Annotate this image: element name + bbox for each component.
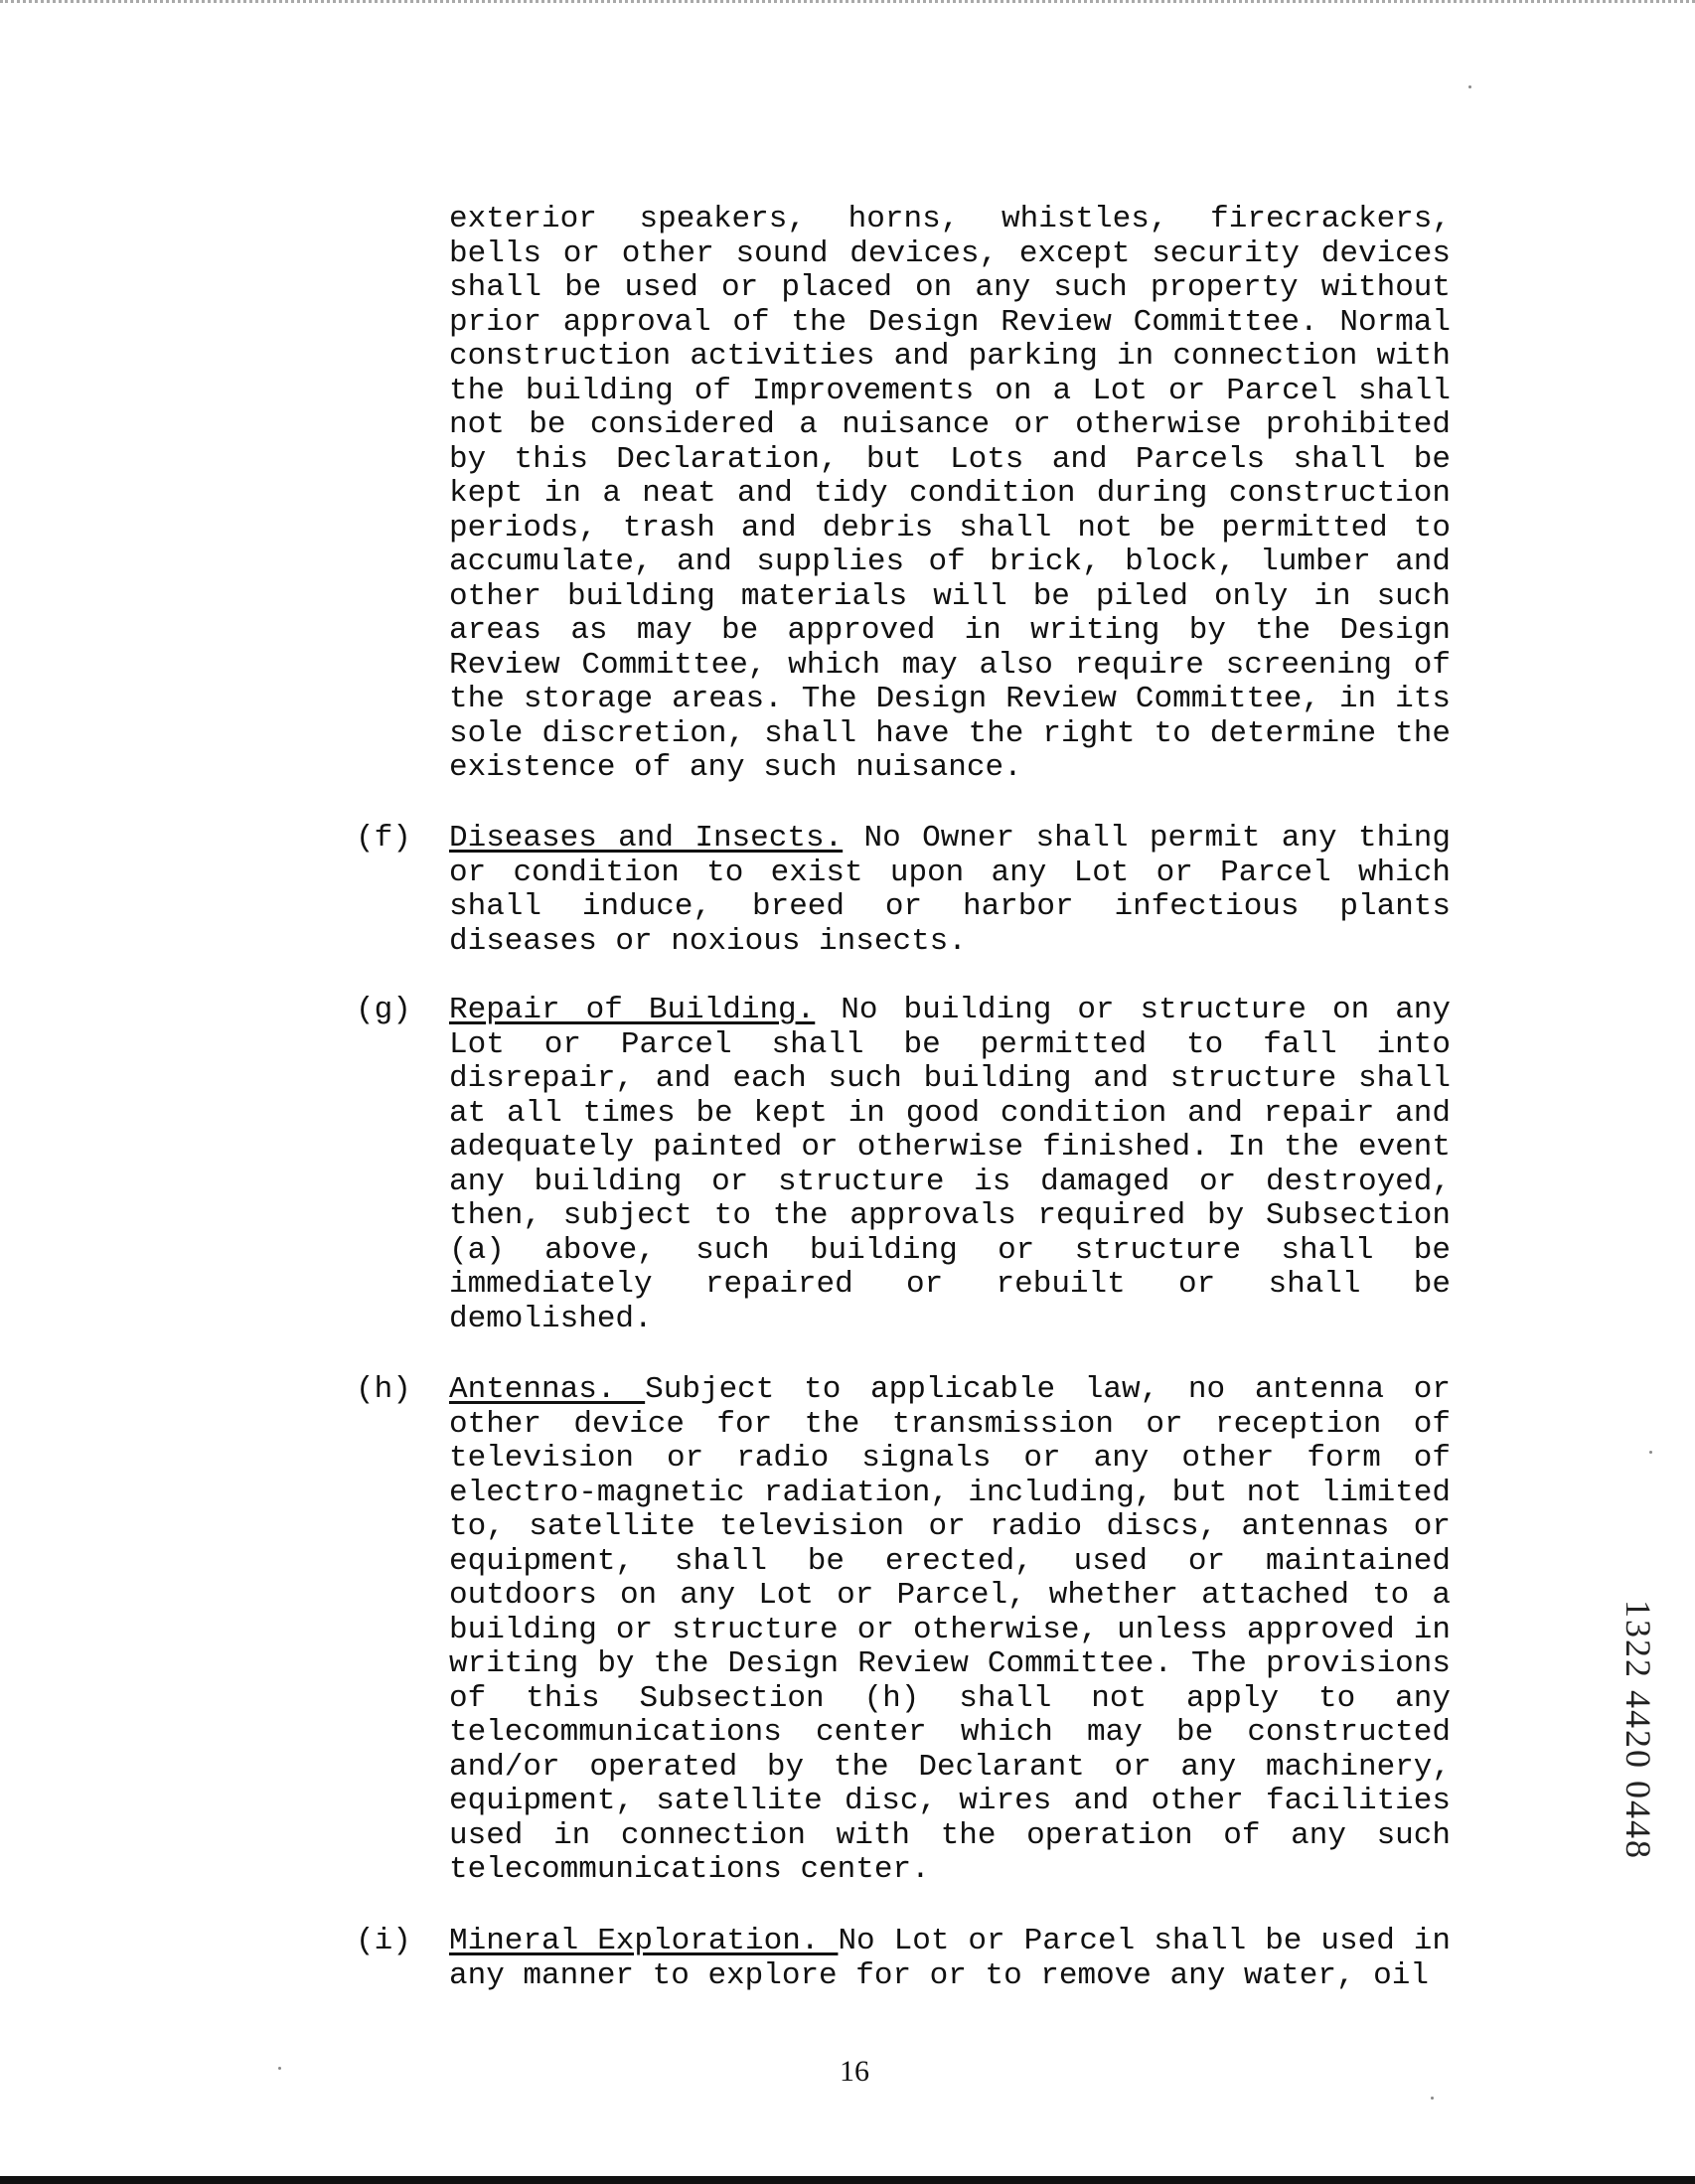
section-h-heading: Antennas. xyxy=(449,1372,646,1407)
scan-speck xyxy=(1431,2097,1434,2100)
section-g-body: No building or structure on any Lot or Parcel shall be permitted to fall into disrepair, and each such building and structure shall at all times be kept in good condition and repair and adequately painted or otherwise finished. In the event any building or structure is damaged or destroyed, then, subject to the approvals required by Subsection (a) above, such building or structure shall be immediately repaired or rebuilt or shall be demolished. xyxy=(449,993,1452,1336)
scan-top-edge xyxy=(0,0,1695,9)
scan-speck xyxy=(1468,85,1471,88)
page-number: 16 xyxy=(840,2055,869,2088)
section-g-label: (g) xyxy=(356,993,411,1027)
section-i-label: (i) xyxy=(356,1924,411,1958)
section-h-body: Subject to applicable law, no antenna or other device for the transmission or reception of television or radio signals or any other form of electro-magnetic radiation, including, but not limited to, satellite television or radio discs, antennas or equipment, shall be erected, used or maintained outdoors on any Lot or Parcel, whether attached to a building or structure or otherwise, unless approved in writing by the Design Review Committee. The provisions of this Subsection (h) shall not apply to any telecommunications center which may be constructed and/or operated by the Declarant or any machinery, equipment, satellite disc, wires and other facilities used in connection with the operation of any such telecommunications center. xyxy=(449,1372,1452,1887)
margin-recording-stamp: 1322 4420 0448 xyxy=(1618,1600,1658,1860)
intro-paragraph: exterior speakers, horns, whistles, firecrackers, bells or other sound devices, except security devices shall be used or placed on any such property without prior approval of the Design Review Committee. Normal construction activities and parking in connection with the building of Improvements on a Lot or Parcel shall not be considered a nuisance or otherwise prohibited by this Declaration, but Lots and Parcels shall be kept in a neat and tidy condition during construction periods, trash and debris shall not be permitted to accumulate, and supplies of brick, block, lumber and other building materials will be piled only in such areas as may be approved in writing by the Design Review Committee, which may also require screening of the storage areas. The Design Review Committee, in its sole discretion, shall have the right to determine the existence of any such nuisance. xyxy=(449,202,1451,785)
section-f-body: No Owner shall permit any thing or condition to exist upon any Lot or Parcel which shall induce, breed or harbor infectious plants diseases or noxious insects. xyxy=(449,821,1451,959)
section-g-paragraph xyxy=(449,994,1451,1336)
section-h-paragraph xyxy=(449,1373,1451,1888)
section-f-heading: Diseases and Insects. xyxy=(449,821,844,856)
scan-speck xyxy=(278,2067,281,2070)
section-f-label: (f) xyxy=(356,821,411,856)
section-i-body: No Lot or Parcel shall be used in any manner to explore for or to remove any water, oil xyxy=(449,1924,1451,1993)
section-i-paragraph xyxy=(449,1925,1451,1993)
section-h-label: (h) xyxy=(356,1372,411,1407)
section-g-heading: Repair of Building. xyxy=(449,993,816,1027)
scan-bottom-edge xyxy=(0,2176,1695,2184)
section-f-paragraph xyxy=(449,822,1451,959)
scan-speck xyxy=(1649,1451,1652,1454)
section-i-heading: Mineral Exploration. xyxy=(449,1924,839,1958)
